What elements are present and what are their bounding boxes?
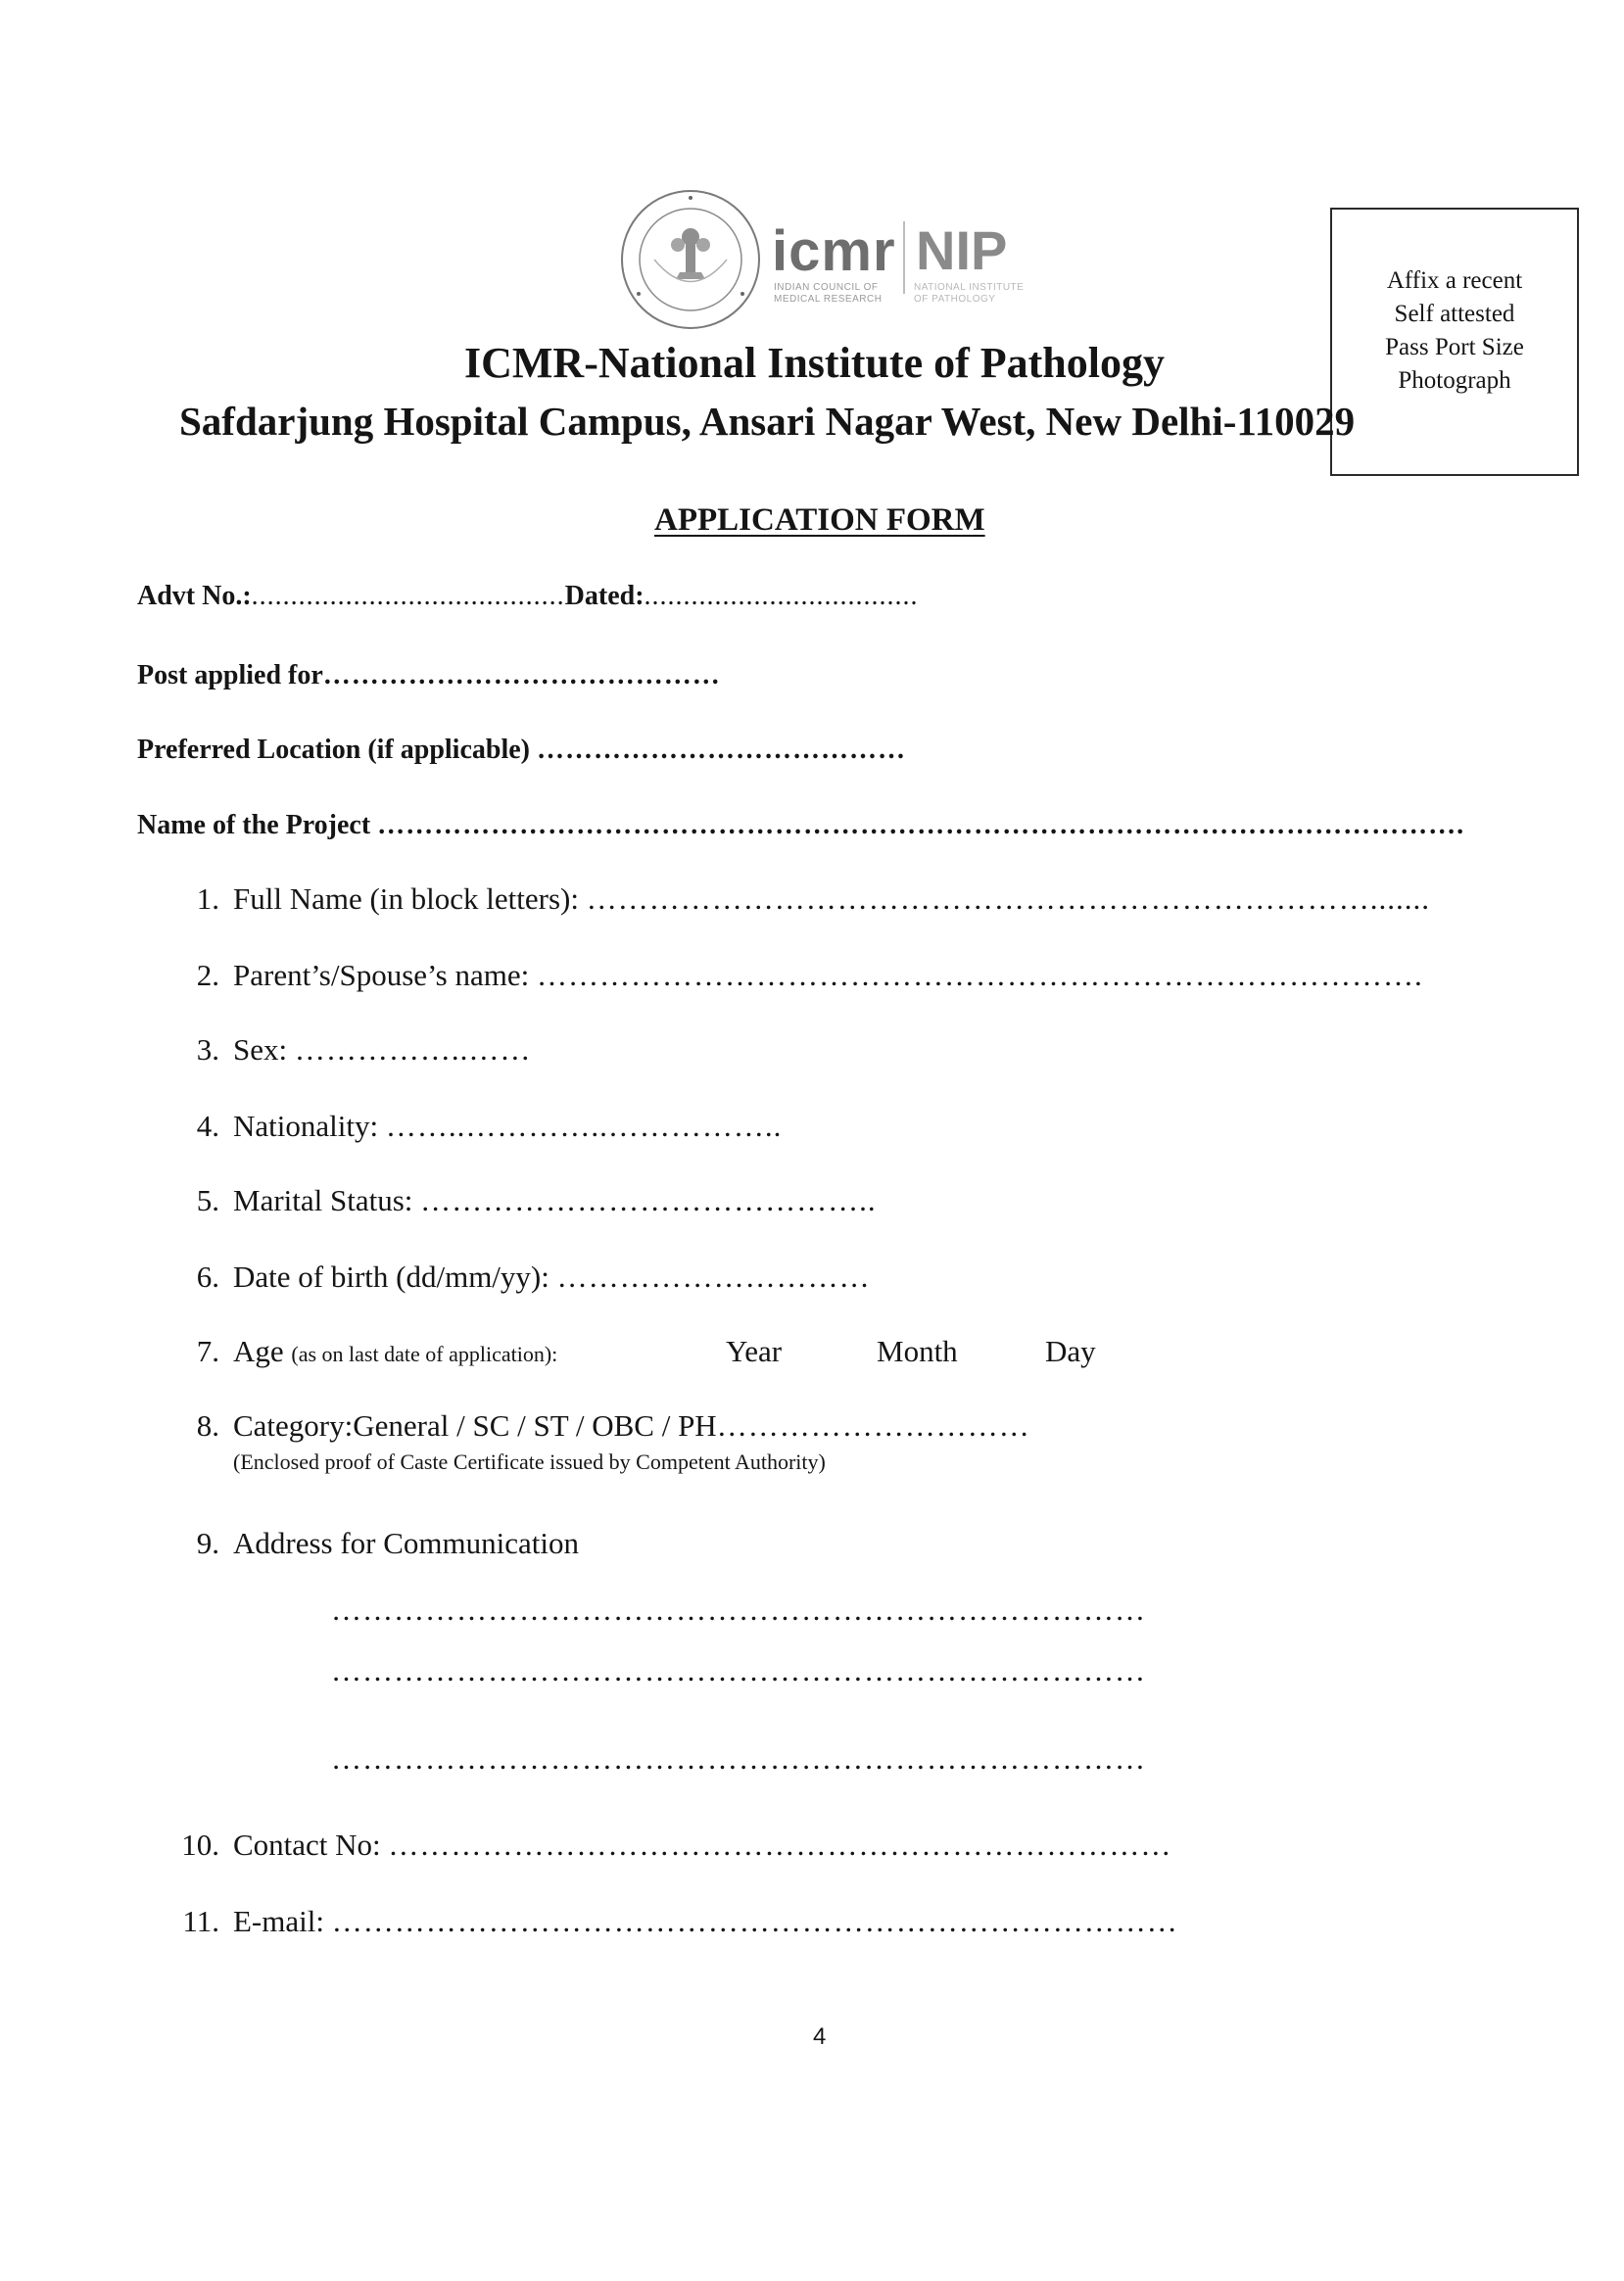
item-marital-status: 5. Marital Status: ……………………………………..: [196, 1183, 877, 1217]
advt-input-line[interactable]: ........................................: [251, 581, 565, 611]
sex-label: Sex:: [233, 1032, 288, 1067]
category-input-line[interactable]: …………………………: [716, 1408, 1030, 1443]
page-number: 4: [813, 2023, 827, 2050]
nationality-input-line[interactable]: ……..…………..……………..: [385, 1109, 783, 1143]
nationality-label: Nationality:: [233, 1109, 379, 1143]
contact-label: Contact No:: [233, 1828, 381, 1862]
institute-address: Safdarjung Hospital Campus, Ansari Nagar West, New Delhi-110029: [179, 399, 1356, 444]
logo-divider: [903, 221, 905, 294]
dob-input-line[interactable]: …………………………: [556, 1259, 871, 1294]
dob-label: Date of birth (dd/mm/yy):: [233, 1259, 549, 1294]
marital-status-input-line[interactable]: ……………………………………..: [420, 1183, 877, 1217]
address-line-3[interactable]: ……………………………………………………………………: [331, 1741, 1146, 1776]
icmr-wordmark: icmr: [772, 219, 896, 283]
project-input-line[interactable]: …………………………………………………………………………………………………….: [377, 810, 1465, 840]
item-full-name: 1. Full Name (in block letters): ………………………………………………………………….......: [196, 881, 1430, 916]
sex-input-line[interactable]: ……………..……: [294, 1032, 532, 1067]
address-line-2[interactable]: ……………………………………………………………………: [331, 1653, 1146, 1687]
advt-field: [137, 581, 919, 612]
item-nationality: 4. Nationality: ……..…………..……………..: [196, 1109, 783, 1143]
post-field: [137, 660, 721, 691]
dated-label: Dated:: [564, 581, 645, 611]
marital-status-label: Marital Status:: [233, 1183, 413, 1217]
address-line-1[interactable]: ……………………………………………………………………: [331, 1592, 1146, 1627]
age-note: (as on last date of application):: [291, 1342, 558, 1366]
email-input-line[interactable]: ………………………………………………………………………: [331, 1904, 1178, 1938]
location-field: [137, 735, 906, 766]
category-note: (Enclosed proof of Caste Certificate issued by Competent Authority): [233, 1449, 826, 1474]
dated-input-line[interactable]: ...................................: [644, 581, 919, 611]
advt-label: Advt No.:: [137, 581, 252, 611]
location-label: Preferred Location (if applicable): [137, 735, 530, 765]
parent-spouse-label: Parent’s/Spouse’s name:: [233, 958, 530, 992]
contact-input-line[interactable]: …………………………………………………………………: [388, 1828, 1172, 1862]
full-name-label: Full Name (in block letters):: [233, 881, 579, 916]
age-label: Age: [233, 1334, 284, 1368]
nip-subtitle: NATIONAL INSTITUTE OF PATHOLOGY: [914, 282, 1025, 305]
icmr-seal-icon: [617, 186, 764, 333]
address-label: Address for Communication: [233, 1526, 580, 1560]
post-label: Post applied for: [137, 660, 323, 690]
icmr-nip-logo: [617, 186, 1058, 343]
item-category: 8. Category:General / SC / ST / OBC / PH…………………………: [196, 1408, 1030, 1443]
parent-spouse-input-line[interactable]: ………………………………………………………………………….: [536, 958, 1423, 992]
age-day[interactable]: Day: [1045, 1334, 1096, 1368]
age-year[interactable]: Year: [726, 1334, 783, 1368]
post-input-line[interactable]: ……………………………………: [322, 660, 721, 690]
item-contact-no: 10. Contact No: …………………………………………………………………: [181, 1828, 1172, 1862]
form-heading: APPLICATION FORM: [654, 502, 985, 538]
item-address: 9. Address for Communication: [196, 1526, 580, 1560]
photo-instructions: Affix a recent Self attested Pass Port Size Photograph: [1385, 267, 1524, 394]
project-label: Name of the Project: [137, 810, 371, 840]
item-date-of-birth: 6. Date of birth (dd/mm/yy): …………………………: [196, 1259, 871, 1294]
icmr-subtitle: INDIAN COUNCIL OF MEDICAL RESEARCH: [774, 282, 883, 305]
full-name-input-line[interactable]: ………………………………………………………………….......: [586, 881, 1430, 916]
nip-wordmark: NIP: [916, 219, 1008, 281]
email-label: E-mail:: [233, 1904, 324, 1938]
project-field: [137, 810, 1464, 841]
item-sex: 3. Sex: ……………..……: [196, 1032, 532, 1067]
location-input-line[interactable]: …………………………………: [537, 735, 906, 765]
item-email: 11. E-mail: ………………………………………………………………………: [182, 1904, 1178, 1938]
category-label: Category:General / SC / ST / OBC / PH: [233, 1408, 717, 1443]
item-parent-spouse-name: 2. Parent’s/Spouse’s name: ………………………………………………………………………….: [196, 958, 1423, 992]
age-month[interactable]: Month: [877, 1334, 958, 1368]
institute-title: ICMR-National Institute of Pathology: [464, 339, 1165, 387]
item-age: 7. Age (as on last date of application):: [196, 1334, 558, 1368]
